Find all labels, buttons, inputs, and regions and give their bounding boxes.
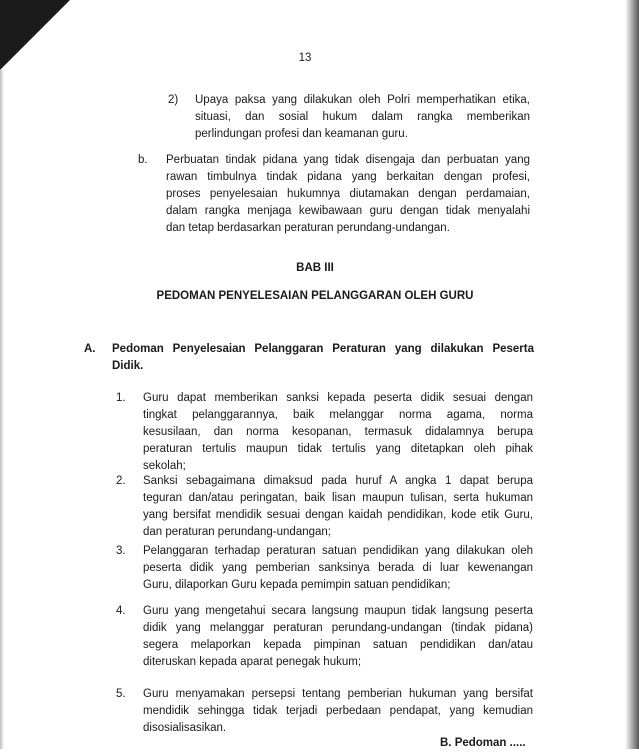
list-item: [143, 543, 533, 594]
item-marker: 2): [168, 94, 179, 106]
item-marker: b.: [138, 154, 148, 166]
text-line: dalam rangka menjaga kewibawaan guru dengan tidak menyalahi: [166, 205, 530, 217]
paragraph-perbuatan-tindak-pidana: [166, 152, 530, 237]
list-item: [143, 603, 533, 671]
text-line: yang bersifat mendidik sesuai dengan kaidah pendidikan, kode etik Guru,: [143, 509, 533, 521]
text-line: kesusilaan, dan norma kesopanan, termasuk didalamnya berupa: [143, 426, 533, 438]
text-line: teguran dan/atau peringatan, baik lisan maupun tulisan, serta hukuman: [143, 492, 533, 504]
text-line: segera melaporkan kepada pimpinan satuan pendidikan dan/atau: [143, 639, 533, 651]
item-marker: 5.: [116, 688, 126, 700]
text-line: dan tetap berdasarkan peraturan perundang-undangan.: [166, 222, 450, 234]
list-item: [143, 390, 533, 475]
text-line: Guru dapat memberikan sanksi kepada peserta didik sesuai dengan: [143, 392, 533, 404]
text-line: Perbuatan tindak pidana yang tidak disengaja dan perbuatan yang: [166, 154, 530, 166]
section-heading: [112, 341, 534, 375]
item-marker: 4.: [116, 605, 126, 617]
list-item: [143, 473, 533, 541]
text-line: Didik.: [112, 360, 144, 372]
chapter-title: PEDOMAN PENYELESAIAN PELANGGARAN OLEH GURU: [156, 290, 474, 302]
text-line: peraturan tertulis maupun tidak tertulis yang ditetapkan oleh pihak: [143, 443, 533, 455]
text-line: Guru yang mengetahui secara langsung maupun tidak langsung peserta: [143, 605, 533, 617]
text-line: sekolah;: [143, 460, 186, 472]
text-line: Sanksi sebagaimana dimaksud pada huruf A angka 1 dapat berupa: [143, 475, 533, 487]
text-line: Upaya paksa yang dilakukan oleh Polri memperhatikan etika,: [195, 94, 530, 106]
text-line: Pedoman Penyelesaian Pelanggaran Peraturan yang dilakukan Peserta: [112, 343, 534, 355]
text-line: diteruskan kepada aparat penegak hukum;: [143, 656, 362, 668]
footer-continuation: B. Pedoman .....: [440, 737, 526, 749]
text-line: disosialisasikan.: [143, 722, 227, 734]
text-line: peserta didik yang pemberian sanksinya berada di luar kewenangan: [143, 562, 533, 574]
text-line: situasi, dan sosial hukum dalam rangka memberikan: [195, 111, 530, 123]
page-number: 13: [298, 52, 312, 64]
text-line: perlindungan profesi dan keamanan guru.: [195, 128, 408, 140]
paragraph-upaya-paksa: [195, 92, 530, 143]
item-marker: 1.: [116, 392, 126, 404]
section-marker: A.: [84, 343, 96, 355]
text-line: didik yang melanggar peraturan perundang-undangan (tindak pidana): [143, 622, 533, 634]
text-line: rawan timbulnya tindak pidana yang berkaitan dengan profesi,: [166, 171, 530, 183]
item-marker: 3.: [116, 545, 126, 557]
text-line: Guru, dilaporkan Guru kepada pemimpin satuan pendidikan;: [143, 579, 451, 591]
item-marker: 2.: [116, 475, 126, 487]
text-line: Guru menyamakan persepsi tentang pemberian hukuman yang bersifat: [143, 688, 533, 700]
chapter-heading: BAB III: [296, 262, 334, 274]
list-item: [143, 686, 533, 737]
scan-left-edge: [0, 70, 4, 749]
text-line: Pelanggaran terhadap peraturan satuan pendidikan yang dilakukan oleh: [143, 545, 533, 557]
text-line: mendidik sehingga tidak terjadi perbedaan pendapat, yang kemudian: [143, 705, 533, 717]
scan-right-edge: [625, 0, 639, 749]
text-line: dan peraturan perundang-undangan;: [143, 526, 331, 538]
text-line: proses penyelesaian hukumnya diutamakan dengan perdamaian,: [166, 188, 530, 200]
text-line: tingkat pelanggarannya, baik melanggar norma agama, norma: [143, 409, 533, 421]
